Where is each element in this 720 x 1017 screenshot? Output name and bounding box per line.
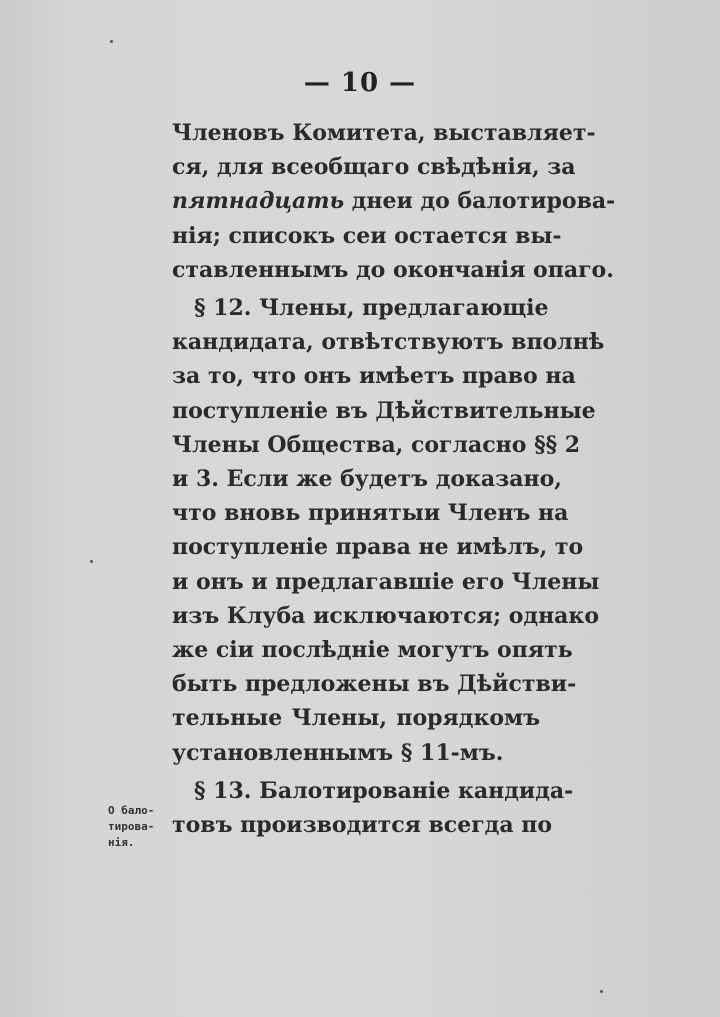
text-line: кандидата, отвѣтствуютъ вполнѣ <box>172 329 605 356</box>
text-line: изъ Клуба исключаются; однако <box>172 602 599 629</box>
margin-note <box>108 803 168 851</box>
text-line: что вновь принятыи Членъ на <box>172 500 569 527</box>
text-line: нія; списокъ сеи остается вы- <box>172 222 562 249</box>
text-line: ставленнымъ до окончанія опаго. <box>172 256 614 283</box>
text-line: быть предложены въ Дѣйстви- <box>172 671 577 698</box>
text-line: поступленіе права не имѣлъ, то <box>172 534 584 561</box>
text-line: же сіи послѣдніе могутъ опять <box>172 637 573 664</box>
text-line: ся, для всеобщаго свѣдѣнія, за <box>172 154 576 181</box>
text-line: пятнадцать днеи до балотирова- <box>172 188 616 215</box>
main-text <box>172 116 616 842</box>
text-line: Члены Общества, согласно §§ 2 <box>172 431 581 458</box>
section-12-heading-line: § 12. Члены, предлагающіе <box>194 295 549 322</box>
text-line: Членовъ Комитета, выставляет- <box>172 120 596 146</box>
text-line: и 3. Если же будетъ доказано, <box>172 466 562 493</box>
text-line: товъ производится всегда по <box>172 812 553 839</box>
text-line: тельные Члены, порядкомъ <box>172 705 540 732</box>
margin-note-line: тирова- <box>108 820 155 833</box>
margin-note-line: О бало- <box>108 804 155 817</box>
margin-note-line: нія. <box>108 836 135 849</box>
page-number: — 10 — <box>303 68 417 98</box>
text-line: за то, что онъ имѣетъ право на <box>172 363 576 390</box>
paper-speck <box>90 560 93 563</box>
text-line: поступленіе въ Дѣйствительные <box>172 397 596 424</box>
section-13-heading-line: § 13. Балотированіе кандида- <box>194 777 574 804</box>
text-line: и онъ и предлагавшіе его Члены <box>172 568 600 595</box>
text-line: установленнымъ § 11-мъ. <box>172 739 504 766</box>
paper-speck <box>110 40 113 43</box>
paper-speck <box>600 990 603 993</box>
